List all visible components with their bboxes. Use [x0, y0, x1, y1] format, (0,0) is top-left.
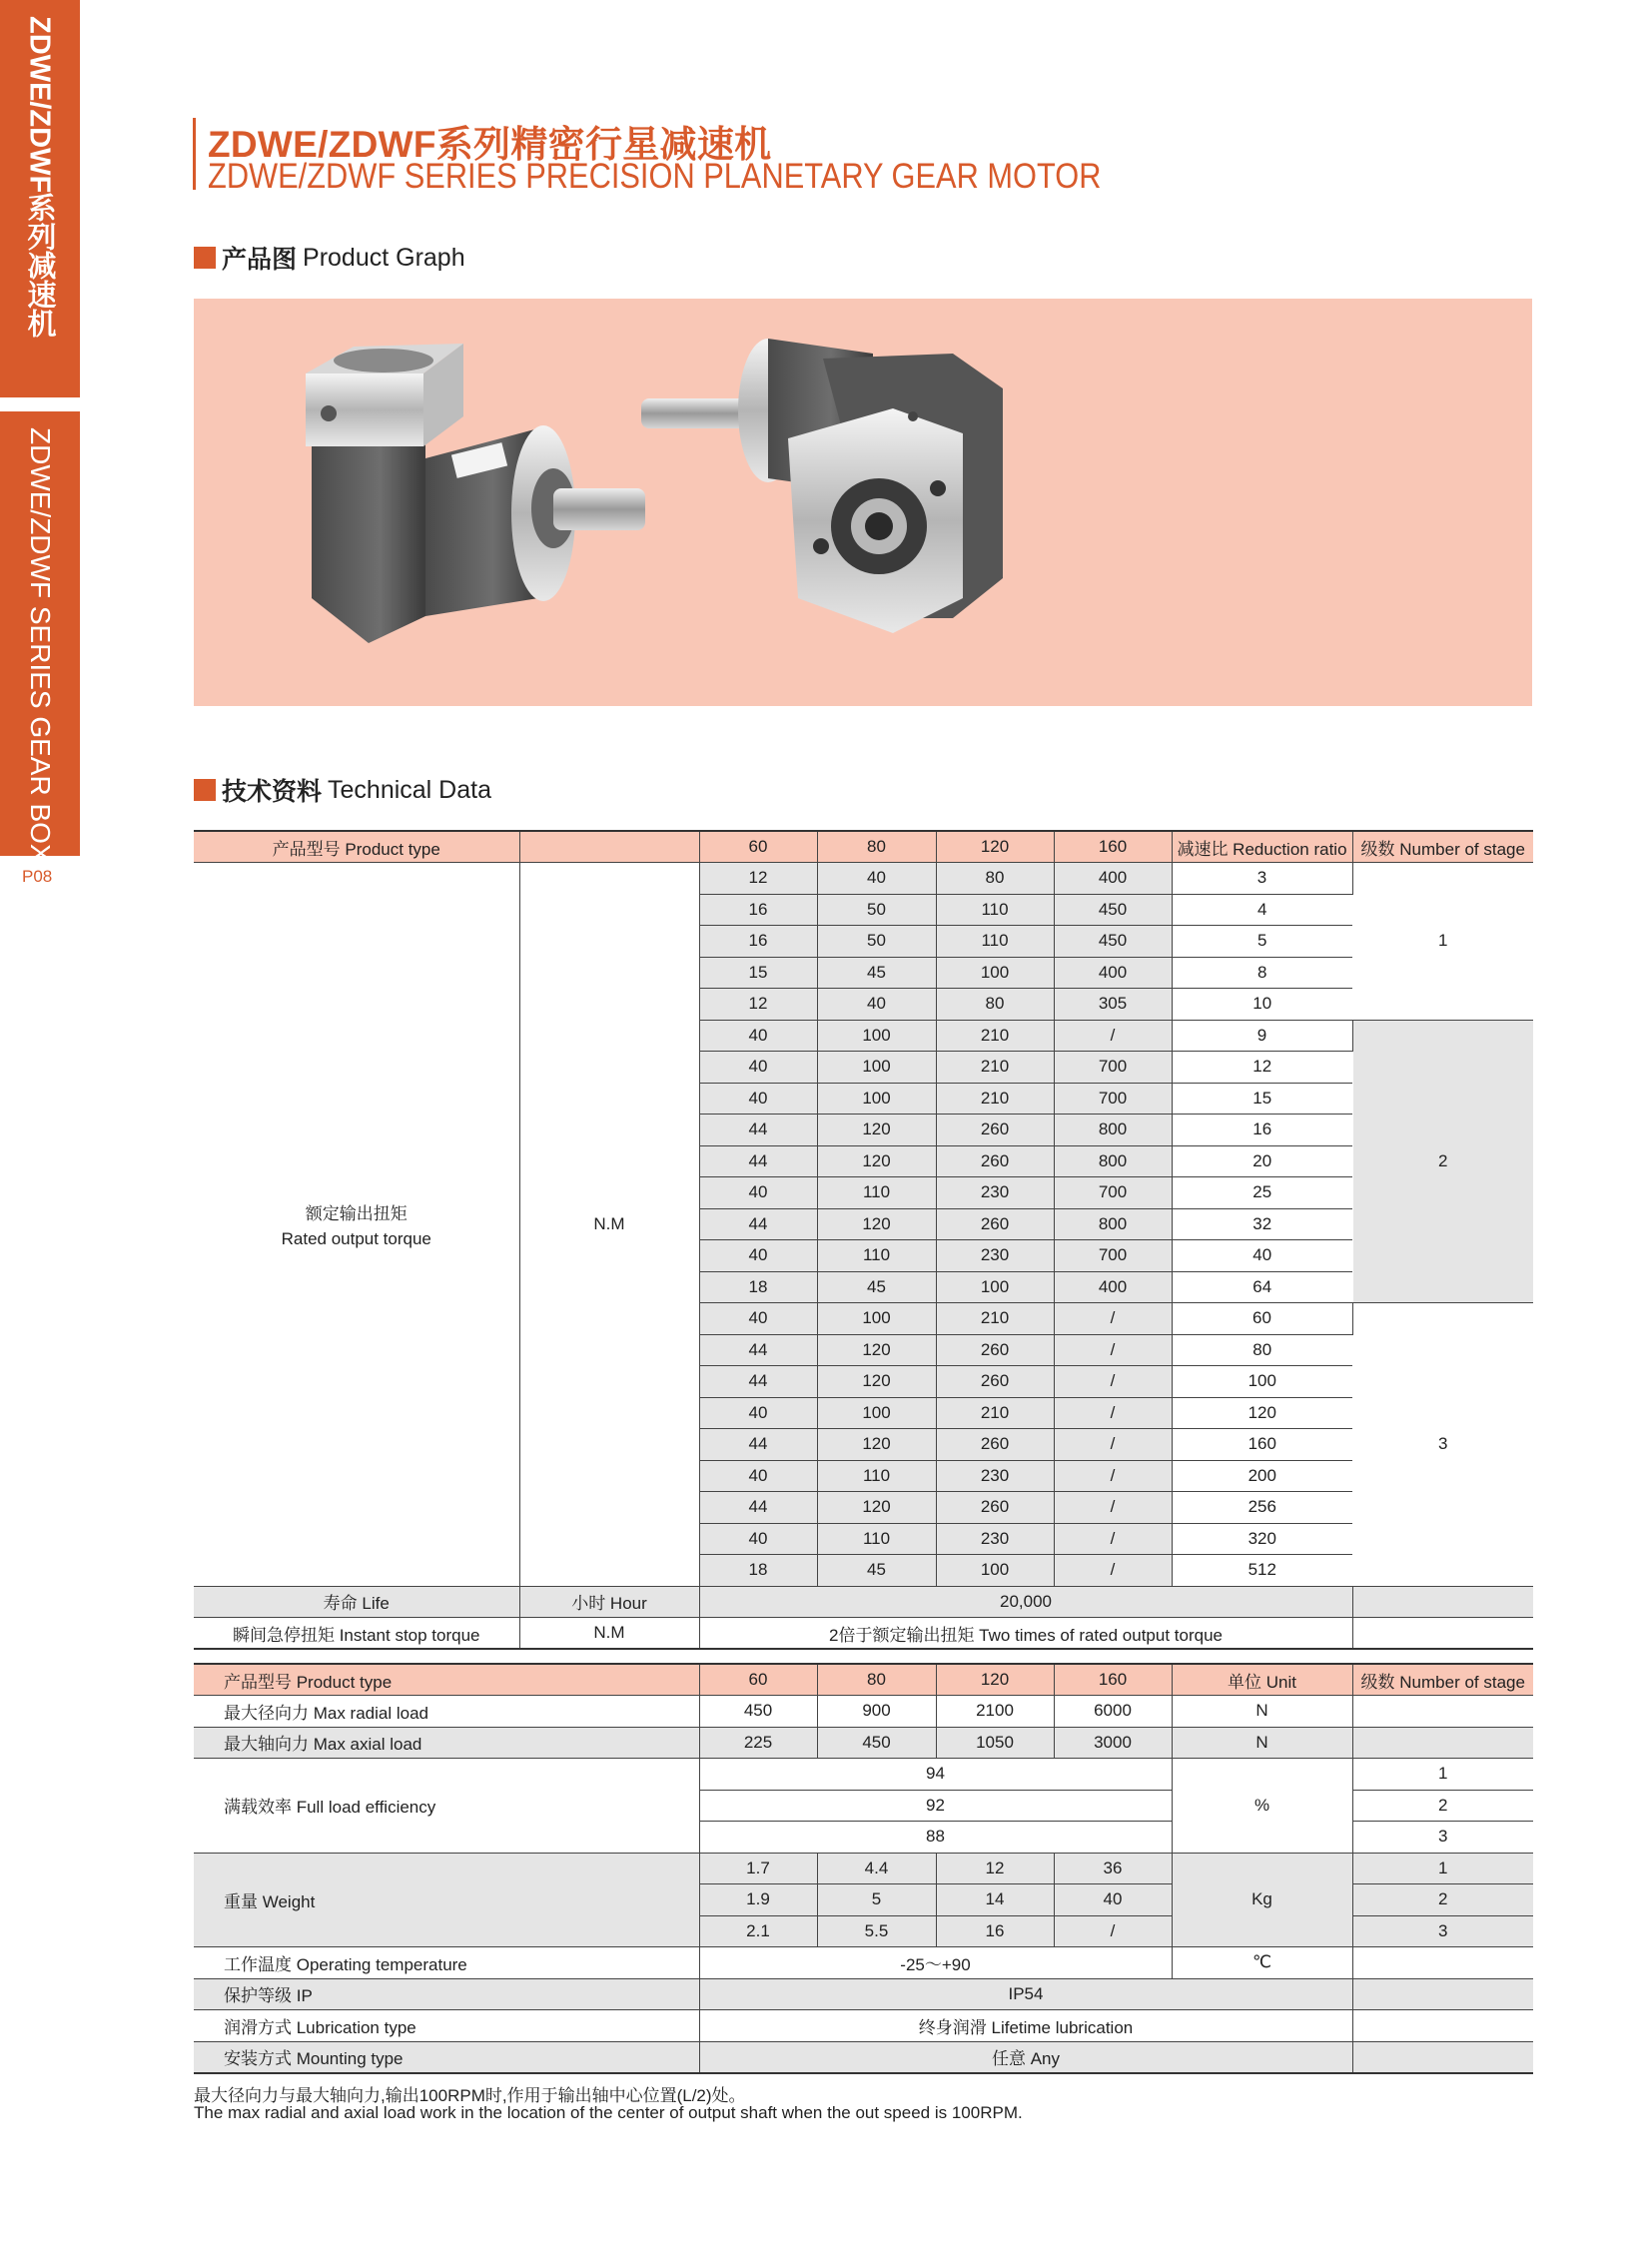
- torque-value: 100: [936, 1555, 1054, 1587]
- torque-value: 100: [817, 1052, 936, 1084]
- table-cell: [1352, 1696, 1533, 1728]
- reduction-ratio: 16: [1172, 1115, 1352, 1146]
- torque-value: 40: [699, 1240, 817, 1272]
- section-square-icon: [194, 247, 216, 269]
- title-accent-bar: [193, 118, 196, 190]
- axial-load-label: 最大轴向力 Max axial load: [194, 1727, 699, 1759]
- torque-value: 40: [699, 1460, 817, 1492]
- reduction-ratio: 512: [1172, 1555, 1352, 1587]
- torque-value: 305: [1054, 989, 1172, 1021]
- header-size: 160: [1054, 1664, 1172, 1696]
- torque-value: 120: [817, 1334, 936, 1366]
- footnote-cn: 最大径向力与最大轴向力,输出100RPM时,作用于输出轴中心位置(L/2)处。: [194, 2086, 746, 2105]
- torque-value: 260: [936, 1208, 1054, 1240]
- torque-value: 210: [936, 1303, 1054, 1335]
- torque-value: 110: [817, 1240, 936, 1272]
- torque-value: /: [1054, 1492, 1172, 1524]
- stage-number: 1: [1352, 1853, 1533, 1884]
- gear-motor-illustration: [194, 299, 1532, 706]
- weight-label: 重量 Weight: [194, 1853, 699, 1947]
- life-value: 20,000: [699, 1586, 1352, 1618]
- torque-value: 100: [817, 1020, 936, 1052]
- page-number: P08: [22, 867, 53, 886]
- torque-unit: N.M: [519, 863, 699, 1587]
- stop-torque-value: 2倍于额定输出扭矩 Two times of rated output torque: [699, 1618, 1352, 1650]
- torque-value: 120: [817, 1366, 936, 1398]
- weight-value: 12: [936, 1853, 1054, 1884]
- reduction-ratio: 10: [1172, 989, 1352, 1021]
- weight-value: 4.4: [817, 1853, 936, 1884]
- weight-unit: Kg: [1172, 1853, 1352, 1947]
- torque-value: 100: [817, 1397, 936, 1429]
- reduction-ratio: 4: [1172, 894, 1352, 926]
- header-product-type: 产品型号 Product type: [194, 1664, 699, 1696]
- torque-value: /: [1054, 1020, 1172, 1052]
- radial-load-label: 最大径向力 Max radial load: [194, 1696, 699, 1728]
- radial-load-value: 6000: [1054, 1696, 1172, 1728]
- torque-value: 40: [699, 1083, 817, 1115]
- header-blank: [519, 831, 699, 863]
- torque-value: 12: [699, 863, 817, 895]
- torque-label-cn: 额定输出扭矩: [305, 1203, 408, 1223]
- torque-value: 100: [817, 1303, 936, 1335]
- torque-value: 210: [936, 1397, 1054, 1429]
- side-tab-series: [0, 0, 80, 397]
- life-unit: 小时 Hour: [519, 1586, 699, 1618]
- table-cell: [1352, 2041, 1533, 2073]
- torque-value: 18: [699, 1555, 817, 1587]
- table-header-row: [194, 1664, 1533, 1696]
- axial-load-unit: N: [1172, 1727, 1352, 1759]
- header-product-type: 产品型号 Product type: [194, 831, 519, 863]
- torque-value: 260: [936, 1145, 1054, 1177]
- weight-value: 14: [936, 1884, 1054, 1916]
- torque-value: 230: [936, 1240, 1054, 1272]
- stage-number: 3: [1352, 1915, 1533, 1947]
- spec-table: [194, 1663, 1533, 2074]
- stage-number: 1: [1352, 1759, 1533, 1791]
- header-size: 60: [699, 1664, 817, 1696]
- torque-value: 700: [1054, 1240, 1172, 1272]
- mounting-label: 安装方式 Mounting type: [194, 2041, 699, 2073]
- torque-value: 400: [1054, 957, 1172, 989]
- weight-value: 36: [1054, 1853, 1172, 1884]
- reduction-ratio: 32: [1172, 1208, 1352, 1240]
- temperature-row: [194, 1947, 1533, 1979]
- axial-load-value: 3000: [1054, 1727, 1172, 1759]
- header-size: 120: [936, 831, 1054, 863]
- torque-value: 110: [936, 926, 1054, 958]
- torque-value: 120: [817, 1429, 936, 1461]
- table-cell: [1352, 2010, 1533, 2042]
- table-cell: [1352, 1618, 1533, 1650]
- torque-value: 40: [699, 1523, 817, 1555]
- temperature-unit: ℃: [1172, 1947, 1352, 1979]
- section-square-icon: [194, 779, 216, 801]
- reduction-ratio: 100: [1172, 1366, 1352, 1398]
- weight-value: 1.7: [699, 1853, 817, 1884]
- reduction-ratio: 20: [1172, 1145, 1352, 1177]
- torque-value: 44: [699, 1366, 817, 1398]
- torque-table-body: [194, 831, 1533, 1649]
- radial-load-row: [194, 1696, 1533, 1728]
- mounting-value: 任意 Any: [699, 2041, 1352, 2073]
- stage-number: 2: [1352, 1020, 1533, 1303]
- torque-value: 110: [817, 1177, 936, 1209]
- torque-value: 45: [817, 1555, 936, 1587]
- efficiency-value: 92: [699, 1790, 1172, 1822]
- torque-value: 700: [1054, 1177, 1172, 1209]
- efficiency-label: 满载效率 Full load efficiency: [194, 1759, 699, 1854]
- rated-output-torque-label: [194, 863, 519, 1587]
- stage-number: 1: [1352, 863, 1533, 1021]
- section-product-graph: [194, 243, 465, 273]
- torque-value: 700: [1054, 1083, 1172, 1115]
- torque-value: 260: [936, 1115, 1054, 1146]
- product-photo: [194, 299, 1532, 706]
- header-size: 80: [817, 1664, 936, 1696]
- torque-value: 260: [936, 1334, 1054, 1366]
- torque-value: /: [1054, 1303, 1172, 1335]
- torque-value: 700: [1054, 1052, 1172, 1084]
- weight-value: 5.5: [817, 1915, 936, 1947]
- side-tab-gearbox-label: ZDWE/ZDWF SERIES GEAR BOX: [25, 427, 56, 863]
- ip-rating-row: [194, 1978, 1533, 2010]
- torque-value: 120: [817, 1115, 936, 1146]
- torque-value: 44: [699, 1208, 817, 1240]
- reduction-ratio: 256: [1172, 1492, 1352, 1524]
- stop-torque-unit: N.M: [519, 1618, 699, 1650]
- weight-value: 1.9: [699, 1884, 817, 1916]
- spec-table-body: [194, 1664, 1533, 2073]
- torque-value: 800: [1054, 1208, 1172, 1240]
- reduction-ratio: 120: [1172, 1397, 1352, 1429]
- table-cell: [1352, 1586, 1533, 1618]
- reduction-ratio: 8: [1172, 957, 1352, 989]
- torque-value: /: [1054, 1429, 1172, 1461]
- torque-value: 44: [699, 1492, 817, 1524]
- torque-value: 110: [936, 894, 1054, 926]
- reduction-ratio: 40: [1172, 1240, 1352, 1272]
- header-number-of-stage: 级数 Number of stage: [1352, 1664, 1533, 1696]
- torque-value: 400: [1054, 1271, 1172, 1303]
- torque-value: 45: [817, 1271, 936, 1303]
- torque-value: 100: [936, 1271, 1054, 1303]
- torque-value: 12: [699, 989, 817, 1021]
- weight-value: 5: [817, 1884, 936, 1916]
- torque-value: 230: [936, 1523, 1054, 1555]
- torque-value: 800: [1054, 1115, 1172, 1146]
- torque-value: 80: [936, 863, 1054, 895]
- torque-value: 120: [817, 1145, 936, 1177]
- torque-value: 16: [699, 894, 817, 926]
- torque-value: 450: [1054, 894, 1172, 926]
- header-unit: 单位 Unit: [1172, 1664, 1352, 1696]
- torque-value: 44: [699, 1115, 817, 1146]
- torque-value: 400: [1054, 863, 1172, 895]
- reduction-ratio: 320: [1172, 1523, 1352, 1555]
- header-number-of-stage: 级数 Number of stage: [1352, 831, 1533, 863]
- torque-value: 100: [817, 1083, 936, 1115]
- axial-load-value: 1050: [936, 1727, 1054, 1759]
- torque-value: 44: [699, 1334, 817, 1366]
- torque-value: 16: [699, 926, 817, 958]
- lubrication-row: [194, 2010, 1533, 2042]
- table-cell: [1352, 1727, 1533, 1759]
- torque-value: 210: [936, 1020, 1054, 1052]
- stop-torque-label: 瞬间急停扭矩 Instant stop torque: [194, 1618, 519, 1650]
- torque-value: 110: [817, 1523, 936, 1555]
- ip-rating-label: 保护等级 IP: [194, 1978, 699, 2010]
- torque-value: 210: [936, 1052, 1054, 1084]
- reduction-ratio: 160: [1172, 1429, 1352, 1461]
- torque-value: 450: [1054, 926, 1172, 958]
- torque-value: 15: [699, 957, 817, 989]
- efficiency-value: 88: [699, 1822, 1172, 1854]
- side-tab-series-label: ZDWE/ZDWF系列减速机: [23, 16, 56, 339]
- weight-row: [194, 1853, 1533, 1884]
- section-title-cn: 产品图: [222, 246, 298, 274]
- axial-load-value: 450: [817, 1727, 936, 1759]
- stage-number: 3: [1352, 1822, 1533, 1854]
- page-title-en: ZDWE/ZDWF SERIES PRECISION PLANETARY GEAR MOTOR: [208, 157, 1102, 196]
- torque-value: /: [1054, 1366, 1172, 1398]
- torque-value: 45: [817, 957, 936, 989]
- section-title-en: Technical Data: [328, 775, 491, 804]
- header-reduction-ratio: 减速比 Reduction ratio: [1172, 831, 1352, 863]
- torque-value: 230: [936, 1177, 1054, 1209]
- header-size: 160: [1054, 831, 1172, 863]
- efficiency-value: 94: [699, 1759, 1172, 1791]
- torque-value: 230: [936, 1460, 1054, 1492]
- stage-number: 2: [1352, 1884, 1533, 1916]
- torque-value: /: [1054, 1397, 1172, 1429]
- torque-value: 40: [699, 1397, 817, 1429]
- torque-value: /: [1054, 1334, 1172, 1366]
- temperature-value: -25～+90: [699, 1947, 1172, 1979]
- page-title-cn: ZDWE/ZDWF系列精密行星减速机: [208, 124, 772, 165]
- torque-value: 100: [936, 957, 1054, 989]
- stop-torque-row: [194, 1618, 1533, 1650]
- header-size: 120: [936, 1664, 1054, 1696]
- life-label: 寿命 Life: [194, 1586, 519, 1618]
- reduction-ratio: 9: [1172, 1020, 1352, 1052]
- temperature-label: 工作温度 Operating temperature: [194, 1947, 699, 1979]
- lubrication-label: 润滑方式 Lubrication type: [194, 2010, 699, 2042]
- life-row: [194, 1586, 1533, 1618]
- reduction-ratio: 25: [1172, 1177, 1352, 1209]
- torque-value: 44: [699, 1429, 817, 1461]
- torque-value: 50: [817, 894, 936, 926]
- efficiency-unit: %: [1172, 1759, 1352, 1854]
- torque-value: 44: [699, 1145, 817, 1177]
- footnote-en: The max radial and axial load work in the location of the center of output shaft when the out speed is 100RPM.: [194, 2103, 1023, 2122]
- torque-value: /: [1054, 1555, 1172, 1587]
- torque-value: 80: [936, 989, 1054, 1021]
- torque-value: 50: [817, 926, 936, 958]
- torque-value: 40: [699, 1177, 817, 1209]
- torque-value: /: [1054, 1523, 1172, 1555]
- weight-value: 40: [1054, 1884, 1172, 1916]
- table-row: [194, 863, 1533, 895]
- reduction-ratio: 15: [1172, 1083, 1352, 1115]
- torque-value: 40: [817, 989, 936, 1021]
- torque-value: 40: [817, 863, 936, 895]
- weight-value: 2.1: [699, 1915, 817, 1947]
- torque-value: /: [1054, 1460, 1172, 1492]
- torque-value: 110: [817, 1460, 936, 1492]
- section-title-en: Product Graph: [303, 243, 465, 272]
- reduction-ratio: 12: [1172, 1052, 1352, 1084]
- torque-value: 260: [936, 1492, 1054, 1524]
- header-size: 80: [817, 831, 936, 863]
- stage-number: 2: [1352, 1790, 1533, 1822]
- lubrication-value: 终身润滑 Lifetime lubrication: [699, 2010, 1352, 2042]
- radial-load-value: 450: [699, 1696, 817, 1728]
- ip-rating-value: IP54: [699, 1978, 1352, 2010]
- axial-load-row: [194, 1727, 1533, 1759]
- section-title-cn: 技术资料: [222, 778, 323, 806]
- section-technical-data: [194, 775, 491, 805]
- reduction-ratio: 80: [1172, 1334, 1352, 1366]
- table-header-row: [194, 831, 1533, 863]
- torque-value: 260: [936, 1366, 1054, 1398]
- axial-load-value: 225: [699, 1727, 817, 1759]
- reduction-ratio: 200: [1172, 1460, 1352, 1492]
- mounting-row: [194, 2041, 1533, 2073]
- weight-value: /: [1054, 1915, 1172, 1947]
- radial-load-value: 2100: [936, 1696, 1054, 1728]
- radial-load-value: 900: [817, 1696, 936, 1728]
- torque-value: 40: [699, 1303, 817, 1335]
- reduction-ratio: 3: [1172, 863, 1352, 895]
- torque-value: 18: [699, 1271, 817, 1303]
- weight-value: 16: [936, 1915, 1054, 1947]
- header-size: 60: [699, 831, 817, 863]
- torque-value: 120: [817, 1208, 936, 1240]
- torque-value: 120: [817, 1492, 936, 1524]
- side-tab-gearbox: [0, 411, 80, 863]
- torque-value: 260: [936, 1429, 1054, 1461]
- table-cell: [1352, 1978, 1533, 2010]
- torque-value: 40: [699, 1020, 817, 1052]
- torque-value: 800: [1054, 1145, 1172, 1177]
- torque-table: [194, 830, 1533, 1650]
- torque-value: 40: [699, 1052, 817, 1084]
- stage-number: 3: [1352, 1303, 1533, 1587]
- efficiency-row: [194, 1759, 1533, 1791]
- table-cell: [1352, 1947, 1533, 1979]
- reduction-ratio: 5: [1172, 926, 1352, 958]
- radial-load-unit: N: [1172, 1696, 1352, 1728]
- torque-value: 210: [936, 1083, 1054, 1115]
- torque-label-en: Rated output torque: [281, 1228, 431, 1248]
- reduction-ratio: 60: [1172, 1303, 1352, 1335]
- reduction-ratio: 64: [1172, 1271, 1352, 1303]
